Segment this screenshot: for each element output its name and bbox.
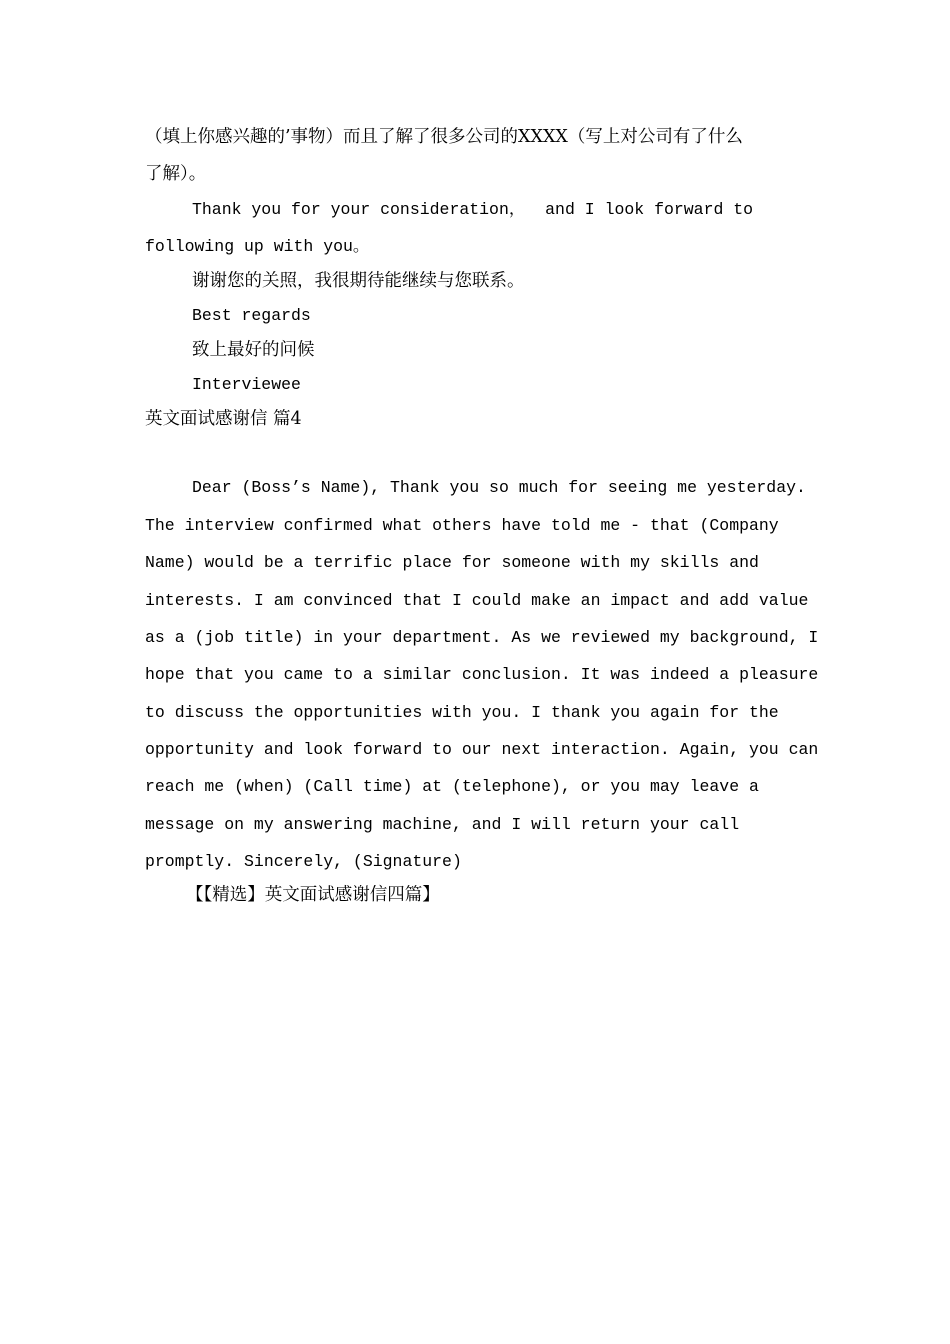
- letter-line: as a (job title) in your department. As we reviewed my background, I: [145, 628, 819, 647]
- letter-line: hope that you came to a similar conclusion. It was indeed a pleasure: [145, 665, 819, 684]
- letter-line: reach me (when) (Call time) at (telephone), or you may leave a: [145, 777, 759, 796]
- letter-line: interests. I am convinced that I could make an impact and add value: [145, 591, 809, 610]
- paragraph-line-chinese: （填上你感兴趣的’事物）而且了解了很多公司的XXXX（写上对公司有了什么: [145, 127, 743, 147]
- letter-line: Name) would be a terrific place for someone with my skills and: [145, 553, 759, 572]
- paragraph-line-english: Thank you for your consideration， and I look forward to: [192, 200, 754, 219]
- paragraph-line-chinese: 了解）。: [145, 164, 207, 184]
- letter-line: opportunity and look forward to our next interaction. Again, you can: [145, 740, 819, 759]
- closing-line-chinese: 致上最好的问候: [192, 340, 315, 360]
- letter-line: Dear (Boss’s Name), Thank you so much for seeing me yesterday.: [192, 478, 806, 497]
- letter-line: promptly. Sincerely, (Signature): [145, 852, 462, 871]
- letter-line: message on my answering machine, and I will return your call: [145, 815, 740, 834]
- section-heading: 英文面试感谢信 篇4: [145, 409, 302, 429]
- letter-line: The interview confirmed what others have told me - that (Company: [145, 516, 779, 535]
- paragraph-line-english: following up with you。: [145, 237, 370, 256]
- paragraph-line-chinese: 谢谢您的关照，我很期待能继续与您联系。: [192, 271, 525, 291]
- closing-line: Best regards: [192, 306, 311, 325]
- signature-line: Interviewee: [192, 375, 301, 394]
- letter-line: to discuss the opportunities with you. I thank you again for the: [145, 703, 779, 722]
- document-title-footer: 【【精选】英文面试感谢信四篇】: [186, 885, 440, 905]
